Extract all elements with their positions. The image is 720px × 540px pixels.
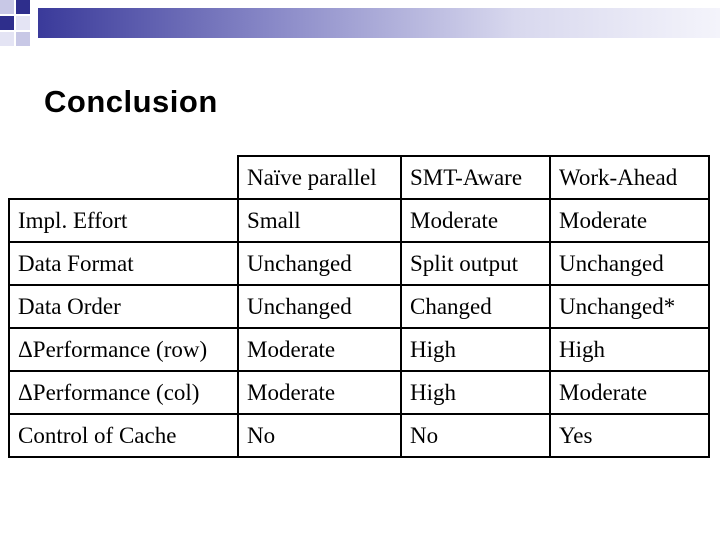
table-header-cell — [9, 156, 238, 199]
table-row — [9, 242, 709, 285]
table-header-cell: Work-Ahead — [550, 156, 709, 199]
table-cell: High — [550, 328, 709, 371]
table-row — [9, 285, 709, 328]
table-header-row — [9, 156, 709, 199]
table-row — [9, 328, 709, 371]
table-row — [9, 371, 709, 414]
row-label: Impl. Effort — [9, 199, 238, 242]
comparison-table — [8, 155, 710, 458]
decor-square — [16, 0, 30, 14]
page-title: Conclusion — [44, 84, 218, 119]
table-cell: Moderate — [550, 199, 709, 242]
row-label: ΔPerformance (row) — [9, 328, 238, 371]
decor-square — [16, 32, 30, 46]
table-header-cell: Naïve parallel — [238, 156, 401, 199]
title-bar-gradient — [38, 8, 720, 38]
table-cell: Moderate — [238, 328, 401, 371]
row-label: Data Format — [9, 242, 238, 285]
table-row — [9, 199, 709, 242]
table-header-cell: SMT-Aware — [401, 156, 550, 199]
table-cell: Unchanged — [550, 242, 709, 285]
table-cell: Moderate — [238, 371, 401, 414]
table-cell: Yes — [550, 414, 709, 457]
table-cell: Unchanged — [238, 242, 401, 285]
table-cell: Moderate — [550, 371, 709, 414]
row-label: Data Order — [9, 285, 238, 328]
table-cell: High — [401, 371, 550, 414]
table-cell: High — [401, 328, 550, 371]
decor-square — [0, 16, 14, 30]
decor-square — [0, 32, 14, 46]
row-label: ΔPerformance (col) — [9, 371, 238, 414]
table-cell: Unchanged* — [550, 285, 709, 328]
table-cell: Changed — [401, 285, 550, 328]
table-cell: No — [401, 414, 550, 457]
decor-square — [0, 0, 14, 14]
table-cell: No — [238, 414, 401, 457]
table-cell: Unchanged — [238, 285, 401, 328]
table-row — [9, 414, 709, 457]
decor-square — [16, 16, 30, 30]
table-cell: Moderate — [401, 199, 550, 242]
table-cell: Split output — [401, 242, 550, 285]
row-label: Control of Cache — [9, 414, 238, 457]
table-cell: Small — [238, 199, 401, 242]
